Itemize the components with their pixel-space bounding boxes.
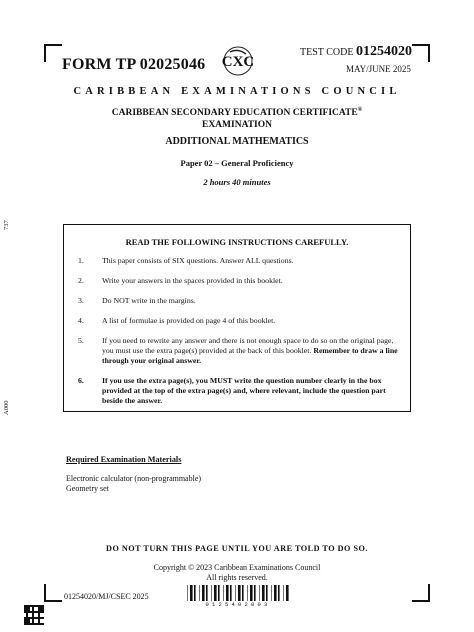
- copyright-line-2: All rights reserved.: [206, 573, 268, 582]
- test-code-label: TEST CODE: [300, 47, 354, 58]
- corner-mark-bottom-right: [412, 584, 430, 602]
- registered-mark: ®: [357, 107, 363, 113]
- exam-session: MAY/JUNE 2025: [346, 64, 411, 74]
- instructions-title: READ THE FOLLOWING INSTRUCTIONS CAREFULLY.: [125, 237, 349, 247]
- barcode: [186, 585, 290, 601]
- certificate-line-2: EXAMINATION: [201, 120, 273, 131]
- svg-text:CXC: CXC: [221, 54, 255, 70]
- instruction-text: Write your answers in the spaces provided in this booklet.: [102, 276, 283, 285]
- copyright-notice: [0, 563, 474, 583]
- instruction-text: This paper consists of SIX questions. Answer ALL questions.: [102, 256, 294, 265]
- corner-mark-top-right: [412, 44, 430, 62]
- instruction-item: [78, 336, 398, 366]
- instruction-number: 2.: [78, 276, 84, 285]
- cxc-logo: [212, 44, 264, 78]
- instruction-item: [78, 316, 398, 326]
- qr-code: [24, 605, 44, 625]
- materials-item: Electronic calculator (non-programmable): [66, 474, 202, 483]
- instruction-number: 6.: [78, 376, 84, 385]
- copyright-line-1: Copyright © 2023 Caribbean Examinations Council: [153, 563, 321, 572]
- corner-mark-top-left: [44, 44, 62, 62]
- instruction-item: [78, 276, 398, 286]
- footer-code: 01254020/MJ/CSEC 2025: [64, 592, 149, 601]
- instruction-item: [78, 256, 398, 266]
- instruction-number: 4.: [78, 316, 84, 325]
- subject-title: ADDITIONAL MATHEMATICS: [165, 136, 309, 147]
- instruction-number: 3.: [78, 296, 84, 305]
- instruction-emphasis: Remember to draw a line through your original answer.: [102, 346, 398, 365]
- barcode-digits: 0125402003: [205, 601, 271, 608]
- side-label-middle: A000: [3, 400, 10, 415]
- certificate-title: [0, 104, 474, 131]
- test-code: [300, 44, 412, 60]
- instruction-text: If you need to rewrite any answer and there is not enough space to do so on the original page, you must use the extra page(s) provided at the back of this booklet.: [102, 336, 394, 355]
- instruction-text: If you use the extra page(s), you MUST write the question number clearly in the box provided at the top of the extra page(s) and, where relevant, include the question part beside the answer.: [102, 376, 386, 405]
- materials-title: Required Examination Materials: [66, 455, 182, 464]
- test-code-value: 01254020: [355, 44, 412, 59]
- paper-title: Paper 02 – General Proficiency: [180, 158, 294, 168]
- instruction-number: 1.: [78, 256, 84, 265]
- certificate-line-1: CARIBBEAN SECONDARY EDUCATION CERTIFICATE: [111, 108, 358, 119]
- instruction-text-block: [102, 336, 398, 366]
- council-name: CARIBBEAN EXAMINATIONS COUNCIL: [73, 86, 401, 97]
- exam-duration: 2 hours 40 minutes: [203, 177, 271, 187]
- form-code: FORM TP 02025046: [62, 56, 206, 73]
- do-not-turn-warning: DO NOT TURN THIS PAGE UNTIL YOU ARE TOLD TO DO SO.: [106, 544, 368, 553]
- instruction-number: 5.: [78, 336, 84, 345]
- corner-mark-bottom-left: [44, 584, 62, 602]
- instruction-text: A list of formulae is provided on page 4 of this booklet.: [102, 316, 276, 325]
- instruction-text: Do NOT write in the margins.: [102, 296, 196, 305]
- instruction-item: [78, 376, 398, 406]
- instruction-item: [78, 296, 398, 306]
- side-label-top: 737: [3, 220, 10, 230]
- materials-item: Geometry set: [66, 484, 109, 493]
